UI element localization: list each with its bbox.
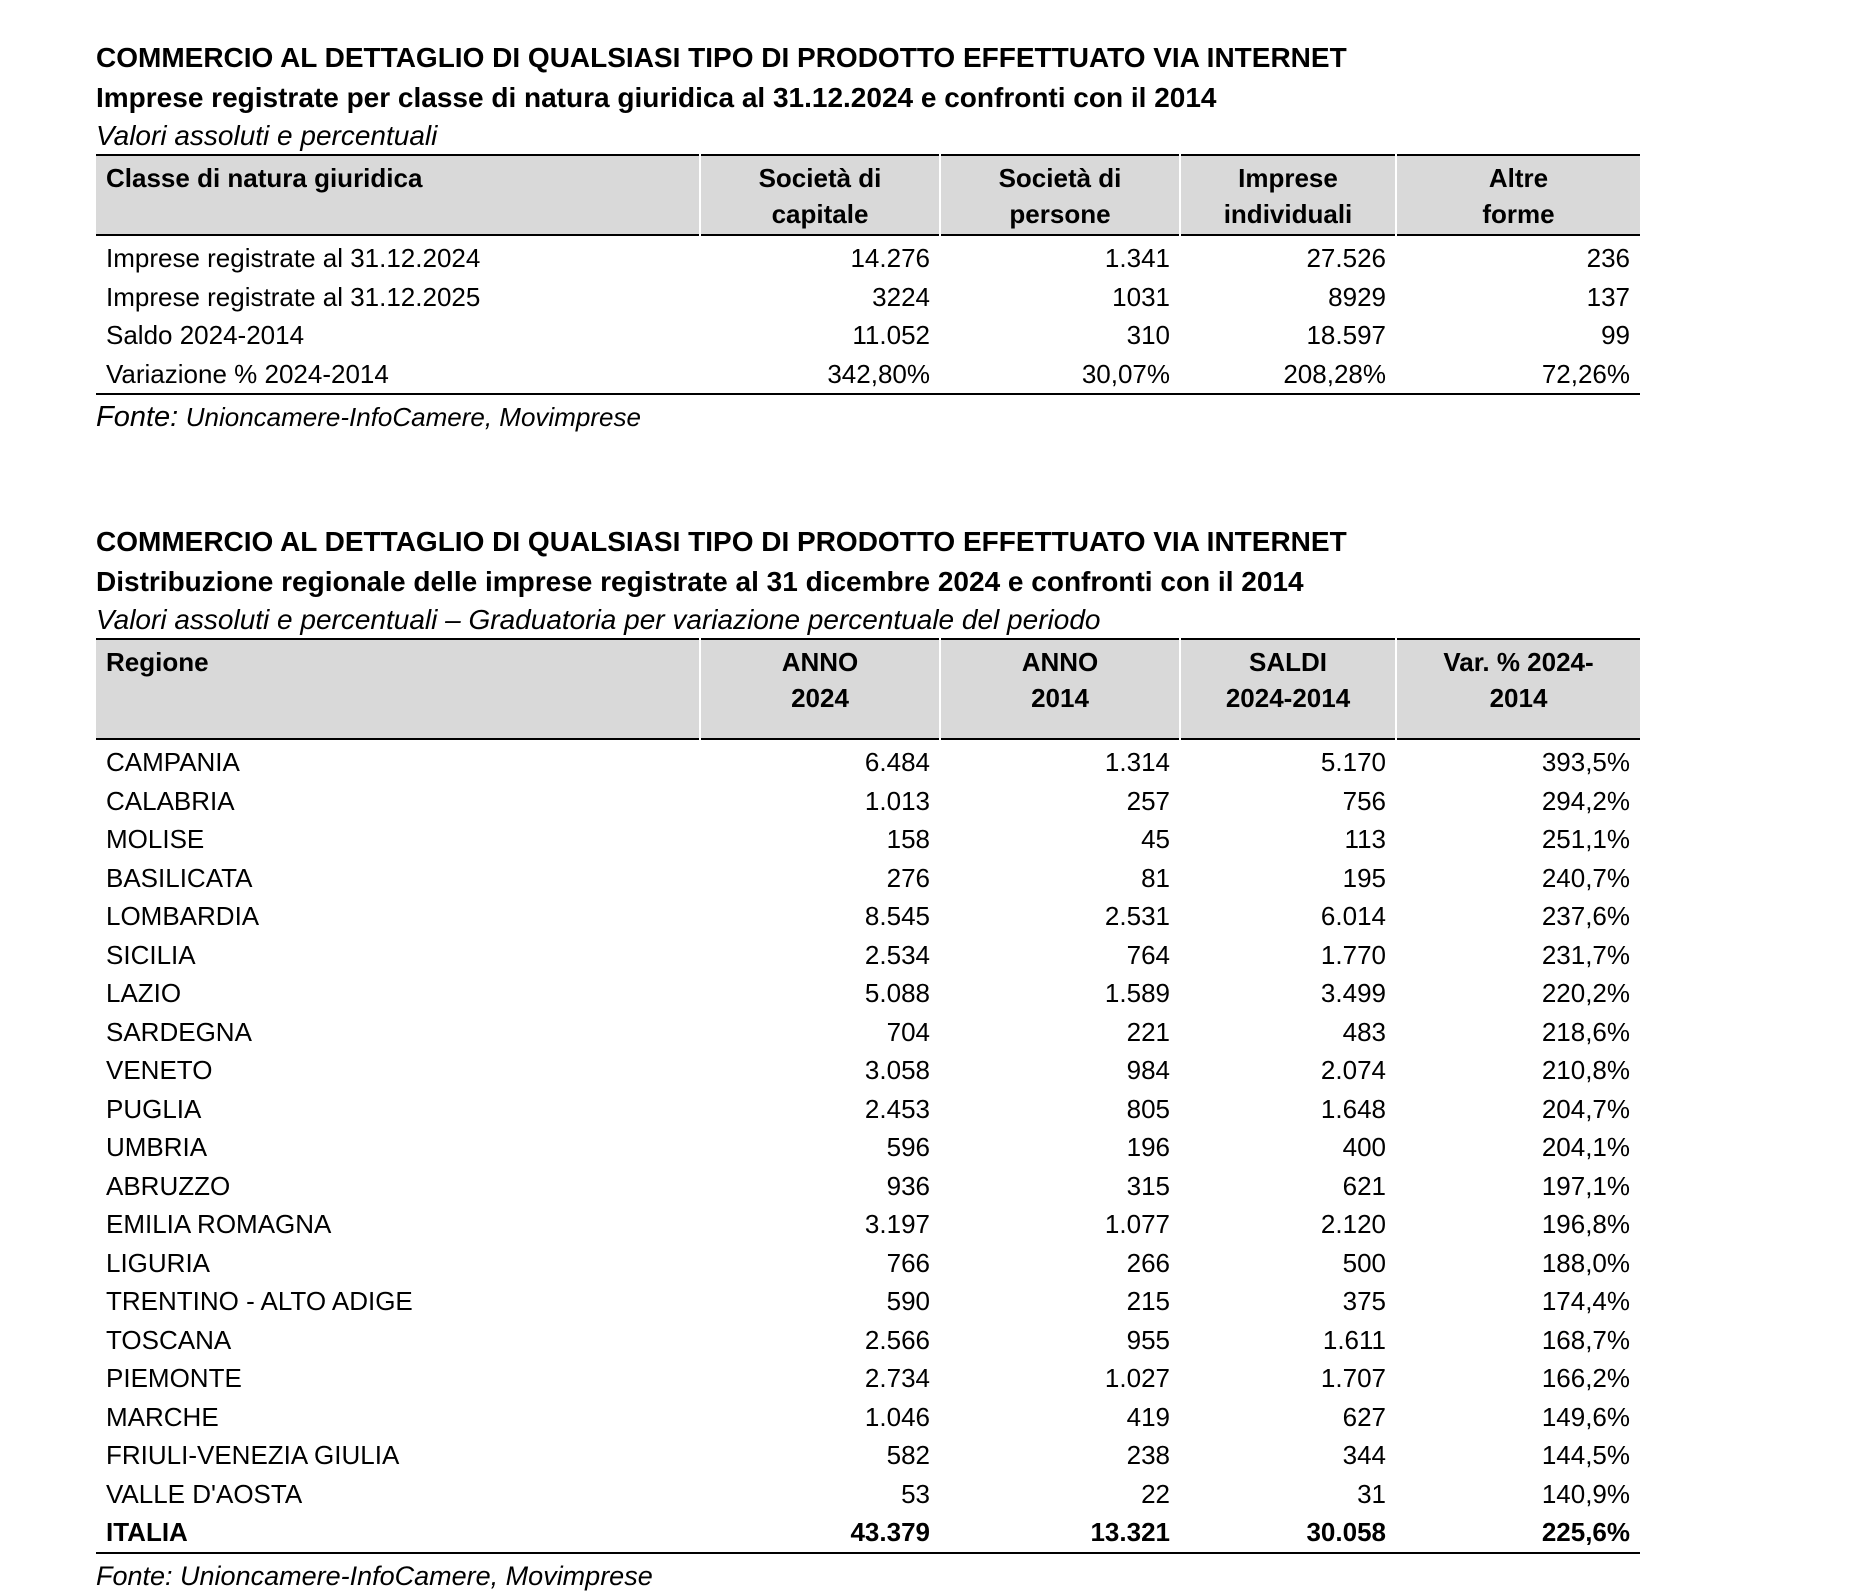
table1 [96,154,1640,395]
cell-variazione: 197,1% [1541,1170,1630,1201]
cell-value: 14.276 [850,243,930,273]
cell-variazione: 240,7% [1541,862,1630,893]
cell-anno-2024: 53 [901,1478,930,1509]
cell-anno-2024: 2.534 [864,939,930,970]
cell-saldo: 483 [1342,1016,1386,1047]
cell-anno-2014: 419 [1126,1401,1170,1432]
table2-subtitle: Distribuzione regionale delle imprese registrate al 31 dicembre 2024 e confronti con il 2014 [96,566,1304,597]
cell-variazione: 140,9% [1541,1478,1630,1509]
cell-saldo: 113 [1344,824,1386,854]
table-row [96,1051,1640,1090]
cell-anno-2024: 43.379 [850,1517,930,1547]
cell-saldo: 344 [1342,1440,1386,1470]
row-label: Imprese registrate al 31.12.2025 [106,281,481,312]
table1-header-societa-persone: Società di persone [940,155,1180,235]
table2 [96,638,1640,1554]
cell-saldo: 627 [1342,1401,1386,1432]
cell-saldo: 375 [1342,1286,1386,1316]
cell-value: 342,80% [827,358,930,389]
table1-header-altre-forme: Altre forme [1396,155,1640,235]
table1-section [96,38,1640,435]
table-row [96,1013,1640,1052]
table-row [96,1282,1640,1321]
region-name: MARCHE [106,1401,219,1432]
cell-saldo: 30.058 [1306,1517,1386,1547]
cell-value: 310 [1126,320,1170,350]
cell-variazione: 149,6% [1541,1401,1630,1432]
cell-anno-2014: 984 [1126,1055,1170,1085]
cell-anno-2024: 5.088 [864,978,930,1008]
cell-anno-2024: 596 [886,1132,930,1162]
table1-header-societa-capitale: Società di capitale [700,155,940,235]
cell-saldo: 500 [1342,1247,1386,1278]
cell-variazione: 204,1% [1541,1132,1630,1162]
table2-header-regione: Regione [96,639,700,739]
region-name: CAMPANIA [106,747,240,777]
row-label: Imprese registrate al 31.12.2024 [106,243,481,273]
cell-anno-2014: 2.531 [1104,901,1170,931]
table-row [96,1244,1640,1283]
table2-header-anno-2014: ANNO 2014 [940,639,1180,739]
table1-title: COMMERCIO AL DETTAGLIO DI QUALSIASI TIPO DI PRODOTTO EFFETTUATO VIA INTERNET [96,42,1347,73]
table-row [96,278,1640,317]
cell-saldo: 1.770 [1320,939,1386,970]
table-row [96,739,1640,782]
cell-anno-2014: 221 [1126,1016,1170,1047]
table1-note: Valori assoluti e percentuali [96,120,438,151]
cell-variazione: 144,5% [1541,1440,1630,1470]
region-name: LIGURIA [106,1247,211,1278]
cell-anno-2024: 582 [886,1440,930,1470]
table-row [96,820,1640,859]
cell-variazione: 174,4% [1541,1286,1630,1316]
cell-anno-2024: 2.453 [864,1093,930,1124]
region-name: TOSCANA [106,1324,232,1355]
row-label: Saldo 2024-2014 [106,320,305,350]
cell-anno-2014: 215 [1126,1286,1170,1316]
cell-anno-2014: 315 [1126,1170,1170,1201]
cell-saldo: 756 [1342,785,1386,816]
region-name: SICILIA [106,939,196,970]
cell-value: 3224 [872,281,930,312]
cell-anno-2014: 1.027 [1104,1363,1170,1393]
cell-saldo: 6.014 [1320,901,1386,931]
region-name: LAZIO [106,978,182,1008]
region-name: PUGLIA [106,1093,202,1124]
table2-header-saldi: SALDI 2024-2014 [1180,639,1396,739]
cell-saldo: 195 [1342,862,1386,893]
table1-header-classe: Classe di natura giuridica [96,155,700,235]
region-name: EMILIA ROMAGNA [106,1209,332,1239]
table1-header-row [96,155,1640,235]
table-row [96,1128,1640,1167]
table2-source: Fonte: Unioncamere-InfoCamere, Movimprese [96,1560,653,1591]
cell-saldo: 2.074 [1320,1055,1386,1085]
cell-anno-2024: 766 [886,1247,930,1278]
table-row [96,1090,1640,1129]
cell-anno-2014: 955 [1126,1324,1170,1355]
cell-value: 27.526 [1306,243,1386,273]
source-label: Fonte: [96,401,179,433]
table1-subtitle: Imprese registrate per classe di natura giuridica al 31.12.2024 e confronti con il 2014 [96,82,1217,113]
cell-value: 236 [1586,243,1630,273]
cell-variazione: 168,7% [1541,1324,1630,1355]
table-row [96,1167,1640,1206]
cell-anno-2024: 3.058 [864,1055,930,1085]
table-row [96,859,1640,898]
cell-variazione: 166,2% [1541,1363,1630,1393]
cell-anno-2014: 764 [1126,939,1170,970]
cell-value: 137 [1586,281,1630,312]
region-name: TRENTINO - ALTO ADIGE [106,1286,413,1316]
table-row [96,897,1640,936]
table-row [96,1359,1640,1398]
cell-anno-2024: 1.046 [864,1401,930,1432]
cell-anno-2014: 22 [1141,1478,1170,1509]
cell-variazione: 220,2% [1541,978,1630,1008]
region-name: VALLE D'AOSTA [106,1478,303,1509]
cell-variazione: 237,6% [1541,901,1630,931]
region-name: BASILICATA [106,862,253,893]
cell-anno-2024: 158 [886,824,930,854]
cell-saldo: 621 [1342,1170,1386,1201]
table2-header-variazione: Var. % 2024- 2014 [1396,639,1640,739]
region-name: LOMBARDIA [106,901,260,931]
region-name: PIEMONTE [106,1363,242,1393]
cell-variazione: 225,6% [1541,1517,1630,1547]
cell-anno-2024: 276 [886,862,930,893]
cell-variazione: 393,5% [1541,747,1630,777]
cell-variazione: 251,1% [1541,824,1630,854]
source-text: Unioncamere-InfoCamere, Movimprese [185,402,641,432]
cell-anno-2024: 8.545 [864,901,930,931]
table2-header-row [96,639,1640,739]
cell-value: 208,28% [1283,358,1386,389]
row-label: Variazione % 2024-2014 [106,358,389,389]
cell-anno-2024: 704 [886,1016,930,1047]
cell-anno-2014: 13.321 [1090,1517,1170,1547]
table-row [96,782,1640,821]
region-name: ABRUZZO [106,1170,231,1201]
cell-anno-2014: 266 [1126,1247,1170,1278]
table-row [96,355,1640,395]
cell-anno-2014: 257 [1126,785,1170,816]
cell-variazione: 204,7% [1541,1093,1630,1124]
table-row [96,1475,1640,1514]
cell-saldo: 400 [1342,1132,1386,1162]
cell-anno-2024: 2.734 [864,1363,930,1393]
region-name: MOLISE [106,824,205,854]
cell-anno-2024: 590 [886,1286,930,1316]
cell-variazione: 210,8% [1541,1055,1630,1085]
cell-saldo: 31 [1357,1478,1386,1509]
table-row-total [96,1513,1640,1553]
cell-saldo: 1.707 [1320,1363,1386,1393]
cell-variazione: 231,7% [1541,939,1630,970]
cell-variazione: 196,8% [1541,1209,1630,1239]
cell-value: 11.052 [852,320,930,350]
cell-anno-2014: 805 [1126,1093,1170,1124]
cell-value: 18.597 [1306,320,1386,350]
cell-saldo: 1.611 [1322,1324,1386,1355]
region-name: SARDEGNA [106,1016,252,1047]
table-row [96,235,1640,278]
cell-value: 1031 [1112,281,1170,312]
table-row [96,936,1640,975]
table1-header-imprese-individuali: Imprese individuali [1180,155,1396,235]
cell-anno-2014: 196 [1126,1132,1170,1162]
cell-anno-2024: 936 [886,1170,930,1201]
region-name: FRIULI-VENEZIA GIULIA [106,1440,400,1470]
cell-variazione: 188,0% [1541,1247,1630,1278]
table-row [96,974,1640,1013]
cell-anno-2024: 3.197 [864,1209,930,1239]
cell-value: 8929 [1328,281,1386,312]
region-name: UMBRIA [106,1132,208,1162]
cell-anno-2014: 1.077 [1104,1209,1170,1239]
table-row [96,1436,1640,1475]
cell-value: 72,26% [1541,358,1630,389]
cell-saldo: 2.120 [1320,1209,1386,1239]
table2-header-anno-2024: ANNO 2024 [700,639,940,739]
cell-anno-2014: 238 [1126,1440,1170,1470]
cell-anno-2014: 1.589 [1104,978,1170,1008]
table2-title: COMMERCIO AL DETTAGLIO DI QUALSIASI TIPO DI PRODOTTO EFFETTUATO VIA INTERNET [96,526,1347,557]
cell-anno-2024: 6.484 [864,747,930,777]
cell-anno-2014: 81 [1141,862,1170,893]
table-row [96,1321,1640,1360]
cell-anno-2024: 1.013 [864,785,930,816]
table1-source [96,399,1640,435]
cell-variazione: 294,2% [1541,785,1630,816]
cell-value: 99 [1601,320,1630,350]
cell-saldo: 1.648 [1320,1093,1386,1124]
table2-note: Valori assoluti e percentuali – Graduatoria per variazione percentuale del periodo [96,604,1101,635]
cell-value: 1.341 [1104,243,1170,273]
cell-variazione: 218,6% [1541,1016,1630,1047]
region-name: CALABRIA [106,785,235,816]
cell-saldo: 3.499 [1320,978,1386,1008]
cell-value: 30,07% [1081,358,1170,389]
cell-anno-2024: 2.566 [864,1324,930,1355]
region-name: VENETO [106,1055,213,1085]
table-row [96,316,1640,355]
region-name: ITALIA [106,1517,188,1547]
table2-section [96,522,1640,1594]
cell-anno-2014: 45 [1141,824,1170,854]
table-row [96,1398,1640,1437]
cell-anno-2014: 1.314 [1104,747,1170,777]
cell-saldo: 5.170 [1320,747,1386,777]
table-row [96,1205,1640,1244]
